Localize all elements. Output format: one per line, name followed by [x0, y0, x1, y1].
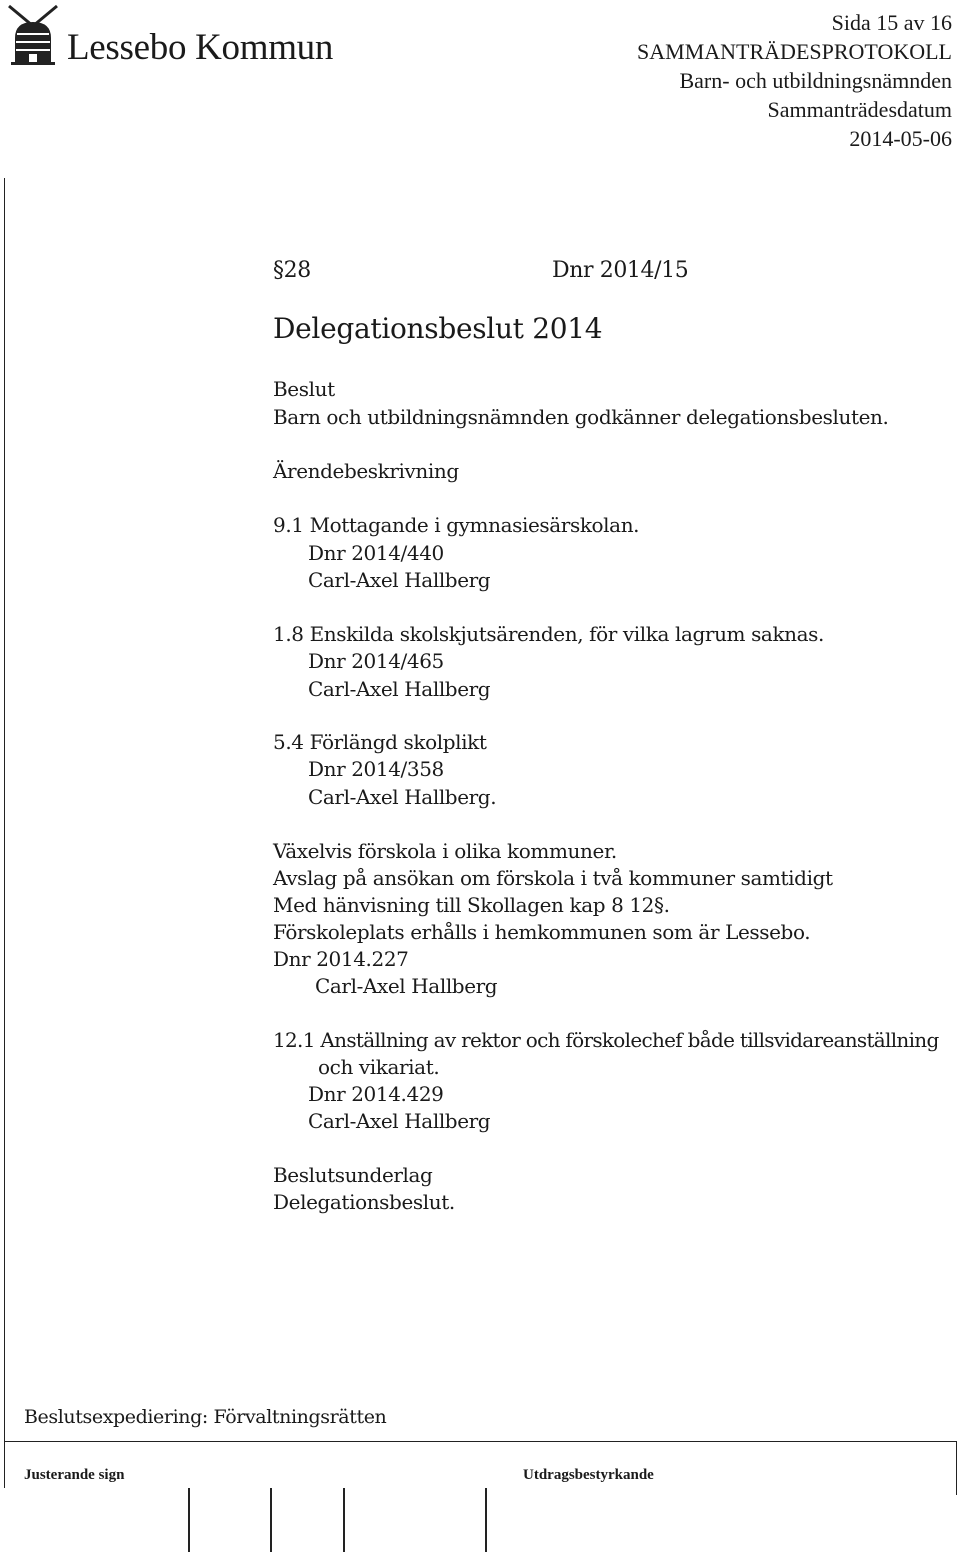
special-title: Växelvis förskola i olika kommuner. [273, 839, 617, 863]
item-officer: Carl-Axel Hallberg [308, 1109, 491, 1133]
left-margin-line [4, 178, 5, 1488]
special-text: Avslag på ansökan om förskola i två kommuner samtidigt [273, 866, 833, 890]
special-officer: Carl-Axel Hallberg [315, 974, 498, 998]
decision-text: Barn och utbildningsnämnden godkänner delegationsbesluten. [273, 405, 889, 429]
basis-text: Delegationsbeslut. [273, 1190, 455, 1214]
org-name: Lessebo Kommun [67, 27, 334, 68]
special-text: Med hänvisning till Skollagen kap 8 12§. [273, 893, 670, 917]
sign-label: Justerande sign [24, 1467, 125, 1483]
board-name: Barn- och utbildningsnämnden [679, 68, 952, 93]
item-dnr: Dnr 2014.429 [308, 1082, 444, 1106]
item-dnr: Dnr 2014/465 [308, 649, 444, 673]
item-dnr: Dnr 2014/358 [308, 757, 444, 781]
signature-box-line [188, 1488, 190, 1552]
basis-heading: Beslutsunderlag [273, 1163, 433, 1187]
item-title: 9.1 Mottagande i gymnasiesärskolan. [273, 513, 640, 537]
signature-box-line [270, 1488, 272, 1552]
item-title: 1.8 Enskilda skolskjutsärenden, för vilka lagrum saknas. [273, 622, 824, 646]
signature-box-line [343, 1488, 345, 1552]
logo [5, 4, 365, 66]
footer-divider [4, 1441, 957, 1442]
extract-label: Utdragsbestyrkande [523, 1467, 654, 1483]
signature-box-line [485, 1488, 487, 1552]
section-number: §28 [273, 258, 311, 283]
description-heading: Ärendebeskrivning [273, 459, 459, 483]
right-margin-line [956, 1441, 957, 1495]
item-officer: Carl-Axel Hallberg [308, 677, 491, 701]
decision-heading: Beslut [273, 377, 335, 401]
item-officer: Carl-Axel Hallberg. [308, 785, 497, 809]
date-label: Sammanträdesdatum [767, 97, 952, 122]
item-dnr: Dnr 2014/440 [308, 541, 444, 565]
special-dnr: Dnr 2014.227 [273, 947, 409, 971]
section-title: Delegationsbeslut 2014 [273, 312, 603, 345]
expedition-text: Beslutsexpediering: Förvaltningsrätten [24, 1406, 387, 1428]
item-title-continued: och vikariat. [318, 1055, 440, 1079]
item-title: 12.1 Anställning av rektor och förskolechef både tillsvidareanställning [273, 1028, 939, 1052]
meeting-date: 2014-05-06 [849, 126, 952, 151]
special-text: Förskoleplats erhålls i hemkommunen som är Lessebo. [273, 920, 811, 944]
item-officer: Carl-Axel Hallberg [308, 568, 491, 592]
page-number: Sida 15 av 16 [831, 10, 952, 35]
item-title: 5.4 Förlängd skolplikt [273, 730, 487, 754]
section-dnr: Dnr 2014/15 [552, 258, 689, 283]
beehive-logo-icon [5, 4, 61, 66]
protocol-title: SAMMANTRÄDESPROTOKOLL [637, 39, 952, 64]
